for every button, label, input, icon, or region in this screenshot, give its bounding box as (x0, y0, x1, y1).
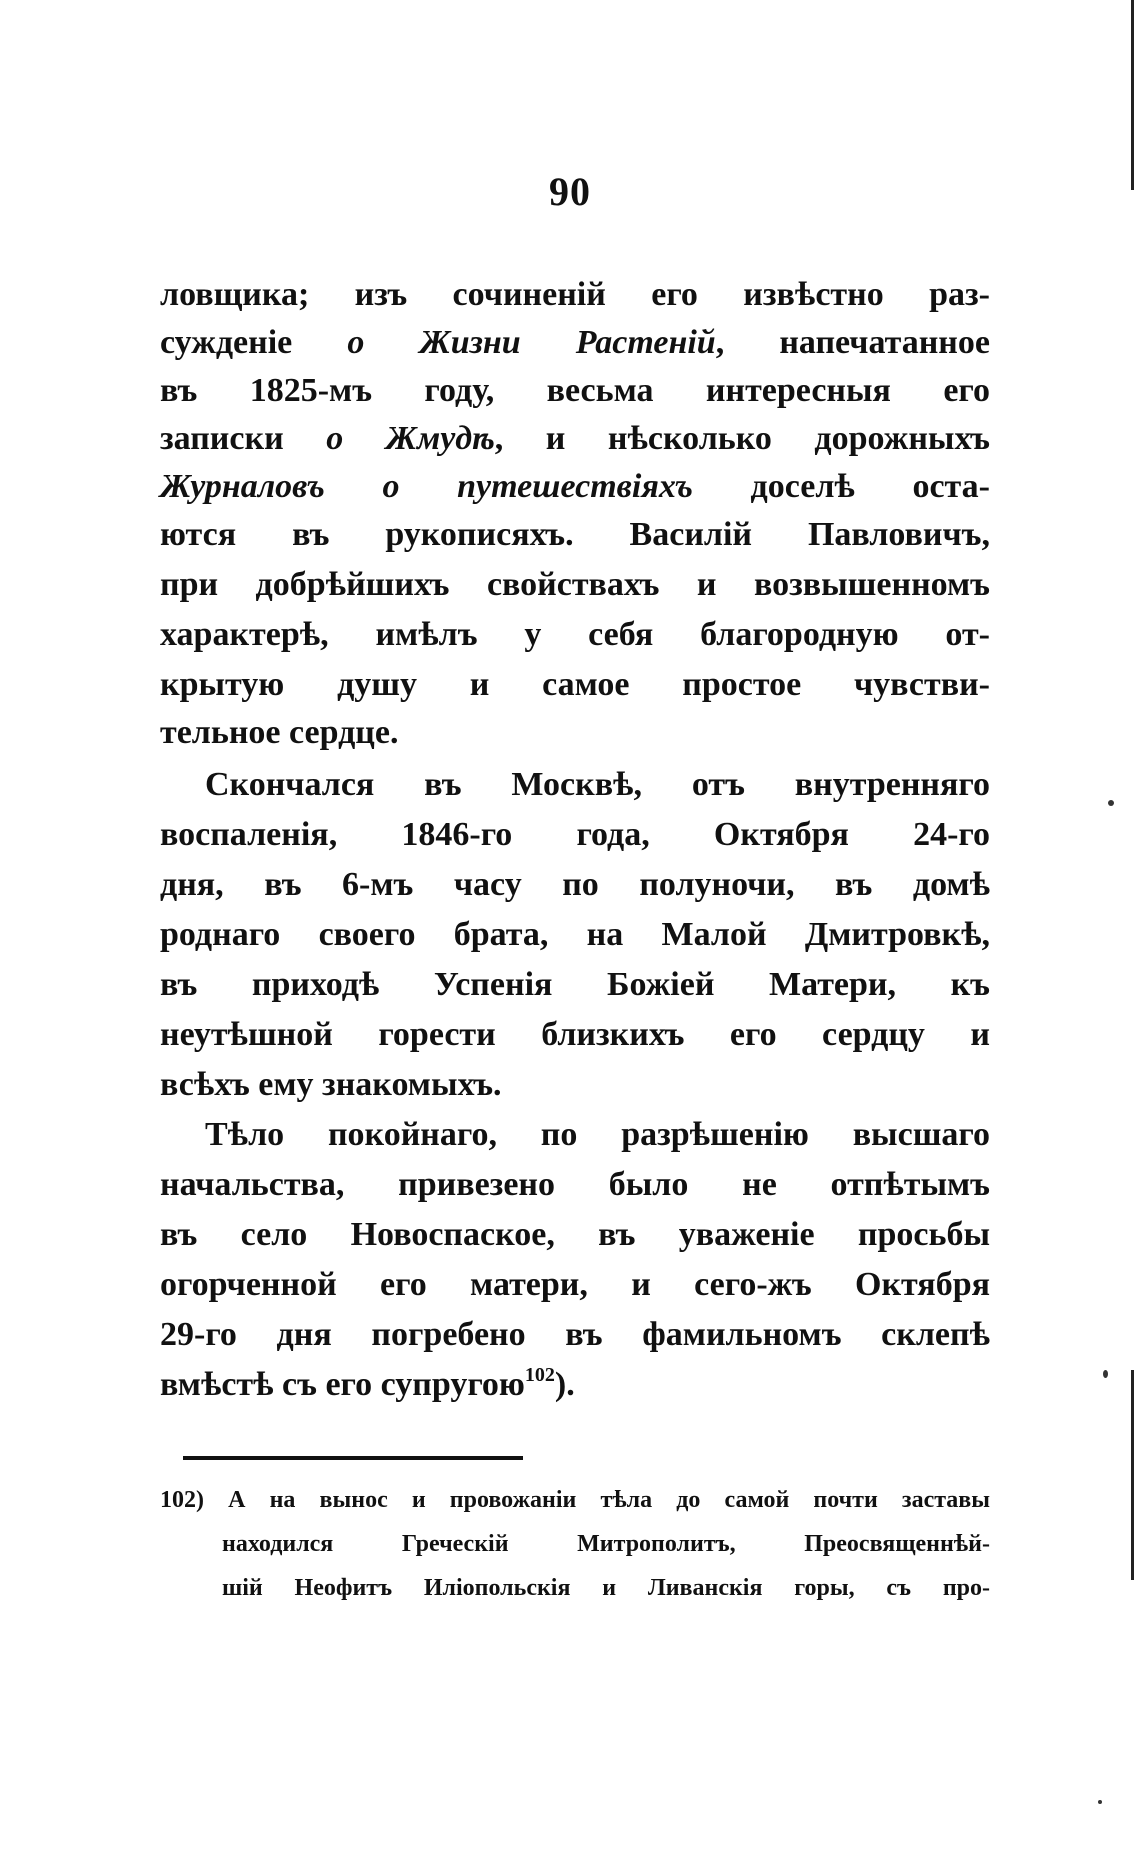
text-line: въ приходѣ Успенія Божіей Матери, къ (160, 966, 990, 1003)
scan-speck (1098, 1800, 1102, 1804)
text-line: тельное сердце. (160, 714, 399, 751)
text-line: Тѣло покойнаго, по разрѣшенію высшаго (205, 1116, 990, 1153)
scan-edge-mark (1131, 1370, 1134, 1580)
text-line: роднаго своего брата, на Малой Дмитровкѣ, (160, 916, 990, 953)
text-line: Скончался въ Москвѣ, отъ внутренняго (205, 766, 990, 803)
text-line: огорченной его матери, и сего-жъ Октября (160, 1266, 990, 1303)
text-line: всѣхъ ему знакомыхъ. (160, 1066, 502, 1103)
scan-speck (1103, 1370, 1108, 1378)
text-line: ются въ рукописяхъ. Василій Павловичъ, (160, 516, 990, 553)
text-line: характерѣ, имѣлъ у себя благородную от- (160, 616, 990, 653)
scan-speck (1108, 800, 1114, 806)
footnote-line: шій Неофитъ Иліопольскія и Ливанскія горы, съ про- (222, 1575, 990, 1601)
text-line: 29-го дня погребено въ фамильномъ склепѣ (160, 1316, 990, 1353)
footnote-line: 102) А на вынос и провожаніи тѣла до самой почти заставы (160, 1487, 990, 1513)
footnote-line: находился Греческій Митрополитъ, Преосвященнѣй- (222, 1531, 990, 1557)
page-number: 90 (549, 169, 591, 214)
text-line: въ 1825-мъ году, весьма интересныя его (160, 372, 990, 409)
scan-edge-mark (1131, 0, 1134, 190)
footnote-rule (183, 1456, 523, 1460)
text-line: Журналовъ о путешествіяхъ доселѣ оста- (160, 468, 990, 505)
text-line: воспаленія, 1846-го года, Октября 24-го (160, 816, 990, 853)
text-line: сужденіе о Жизни Растеній, напечатанное (160, 324, 990, 361)
text-line: въ село Новоспаское, въ уваженіе просьбы (160, 1216, 990, 1253)
text-line: записки о Жмудѣ, и нѣсколько дорожныхъ (160, 420, 990, 457)
text-line: дня, въ 6-мъ часу по полуночи, въ домѣ (160, 866, 990, 903)
text-line: вмѣстѣ съ его супругою$^{102}$). (160, 1364, 575, 1403)
text-line: ловщика; изъ сочиненій его извѣстно раз- (160, 276, 990, 313)
text-line: начальства, привезено было не отпѣтымъ (160, 1166, 990, 1203)
text-line: крытую душу и самое простое чувстви- (160, 666, 990, 703)
text-line: неутѣшной горести близкихъ его сердцу и (160, 1016, 990, 1053)
text-line: при добрѣйшихъ свойствахъ и возвышенномъ (160, 566, 990, 603)
